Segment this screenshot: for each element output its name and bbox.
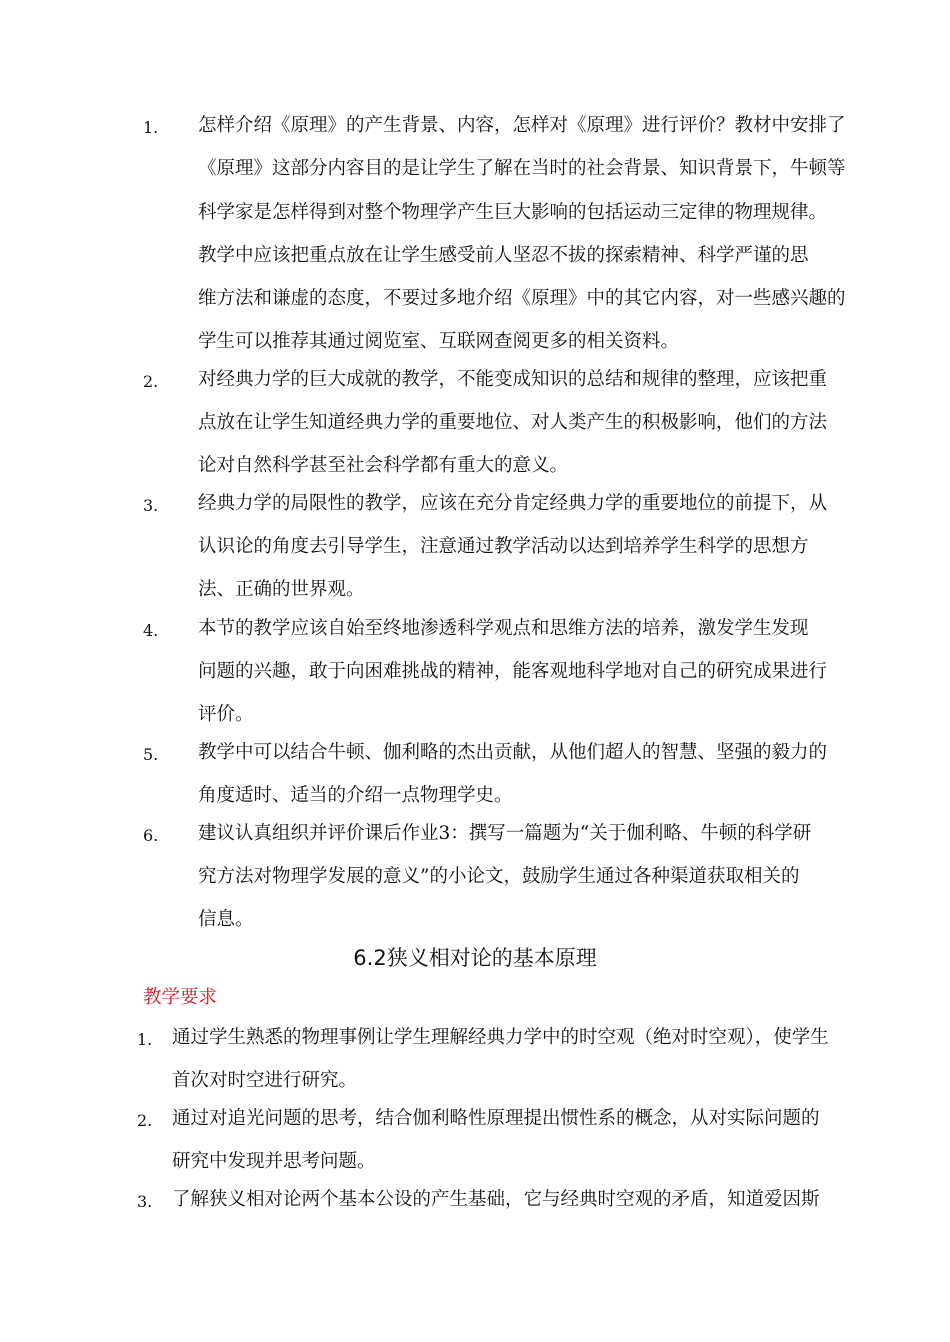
- paragraph-line: 首次对时空进行研究。: [172, 1070, 358, 1091]
- paragraph-line: 科学家是怎样得到对整个物理学产生巨大影响的包括运动三定律的物理规律。: [198, 202, 828, 223]
- paragraph-line: 怎样介绍《原理》的产生背景、内容，怎样对《原理》进行评价？教材中安排了: [198, 115, 846, 136]
- list-number: 4.: [143, 621, 159, 640]
- paragraph-line: 问题的兴趣，敢于向困难挑战的精神，能客观地科学地对自己的研究成果进行: [198, 661, 828, 682]
- paragraph-line: 维方法和谦虚的态度，不要过多地介绍《原理》中的其它内容，对一些感兴趣的: [198, 288, 846, 309]
- paragraph-line: 学生可以推荐其通过阅览室、互联网查阅更多的相关资料。: [198, 331, 680, 352]
- list-number: 6.: [143, 826, 159, 845]
- list-number: 1.: [137, 1030, 153, 1049]
- list-number: 2.: [137, 1111, 153, 1130]
- paragraph-line: 通过对追光问题的思考，结合伽利略性原理提出惯性系的概念，从对实际问题的: [172, 1108, 820, 1129]
- list-number: 2.: [143, 372, 159, 391]
- paragraph-line: 研究中发现并思考问题。: [172, 1151, 376, 1172]
- paragraph-line: 建议认真组织并评价课后作业3：撰写一篇题为“关于伽利略、牛顿的科学研: [198, 823, 812, 844]
- paragraph-line: 教学中可以结合牛顿、伽利略的杰出贡献，从他们超人的智慧、坚强的毅力的: [198, 742, 828, 763]
- paragraph-line: 经典力学的局限性的教学，应该在充分肯定经典力学的重要地位的前提下，从: [198, 493, 828, 514]
- paragraph-line: 认识论的角度去引导学生，注意通过教学活动以达到培养学生科学的思想方: [198, 536, 809, 557]
- paragraph-line: 本节的教学应该自始至终地渗透科学观点和思维方法的培养，激发学生发现: [198, 618, 809, 639]
- paragraph-line: 对经典力学的巨大成就的教学，不能变成知识的总结和规律的整理，应该把重: [198, 369, 828, 390]
- paragraph-line: 论对自然科学甚至社会科学都有重大的意义。: [198, 455, 569, 476]
- paragraph-line: 究方法对物理学发展的意义”的小论文，鼓励学生通过各种渠道获取相关的: [198, 866, 800, 887]
- paragraph-line: 教学中应该把重点放在让学生感受前人坚忍不拔的探索精神、科学严谨的思: [198, 245, 809, 266]
- list-number: 5.: [143, 745, 159, 764]
- teaching-requirements-heading: 教学要求: [143, 987, 218, 1008]
- paragraph-line: 角度适时、适当的介绍一点物理学史。: [198, 785, 513, 806]
- list-number: 3.: [143, 496, 159, 515]
- section-title: 6.2狭义相对论的基本原理: [353, 946, 597, 970]
- paragraph-line: 信息。: [198, 909, 254, 930]
- paragraph-line: 《原理》这部分内容目的是让学生了解在当时的社会背景、知识背景下，牛顿等: [198, 158, 846, 179]
- paragraph-line: 点放在让学生知道经典力学的重要地位、对人类产生的积极影响，他们的方法: [198, 412, 828, 433]
- paragraph-line: 了解狭义相对论两个基本公设的产生基础，它与经典时空观的矛盾，知道爱因斯: [172, 1189, 820, 1210]
- list-number: 1.: [143, 118, 159, 137]
- paragraph-line: 评价。: [198, 704, 254, 725]
- paragraph-line: 通过学生熟悉的物理事例让学生理解经典力学中的时空观（绝对时空观），使学生: [172, 1027, 829, 1048]
- list-number: 3.: [137, 1192, 153, 1211]
- paragraph-line: 法、正确的世界观。: [198, 579, 365, 600]
